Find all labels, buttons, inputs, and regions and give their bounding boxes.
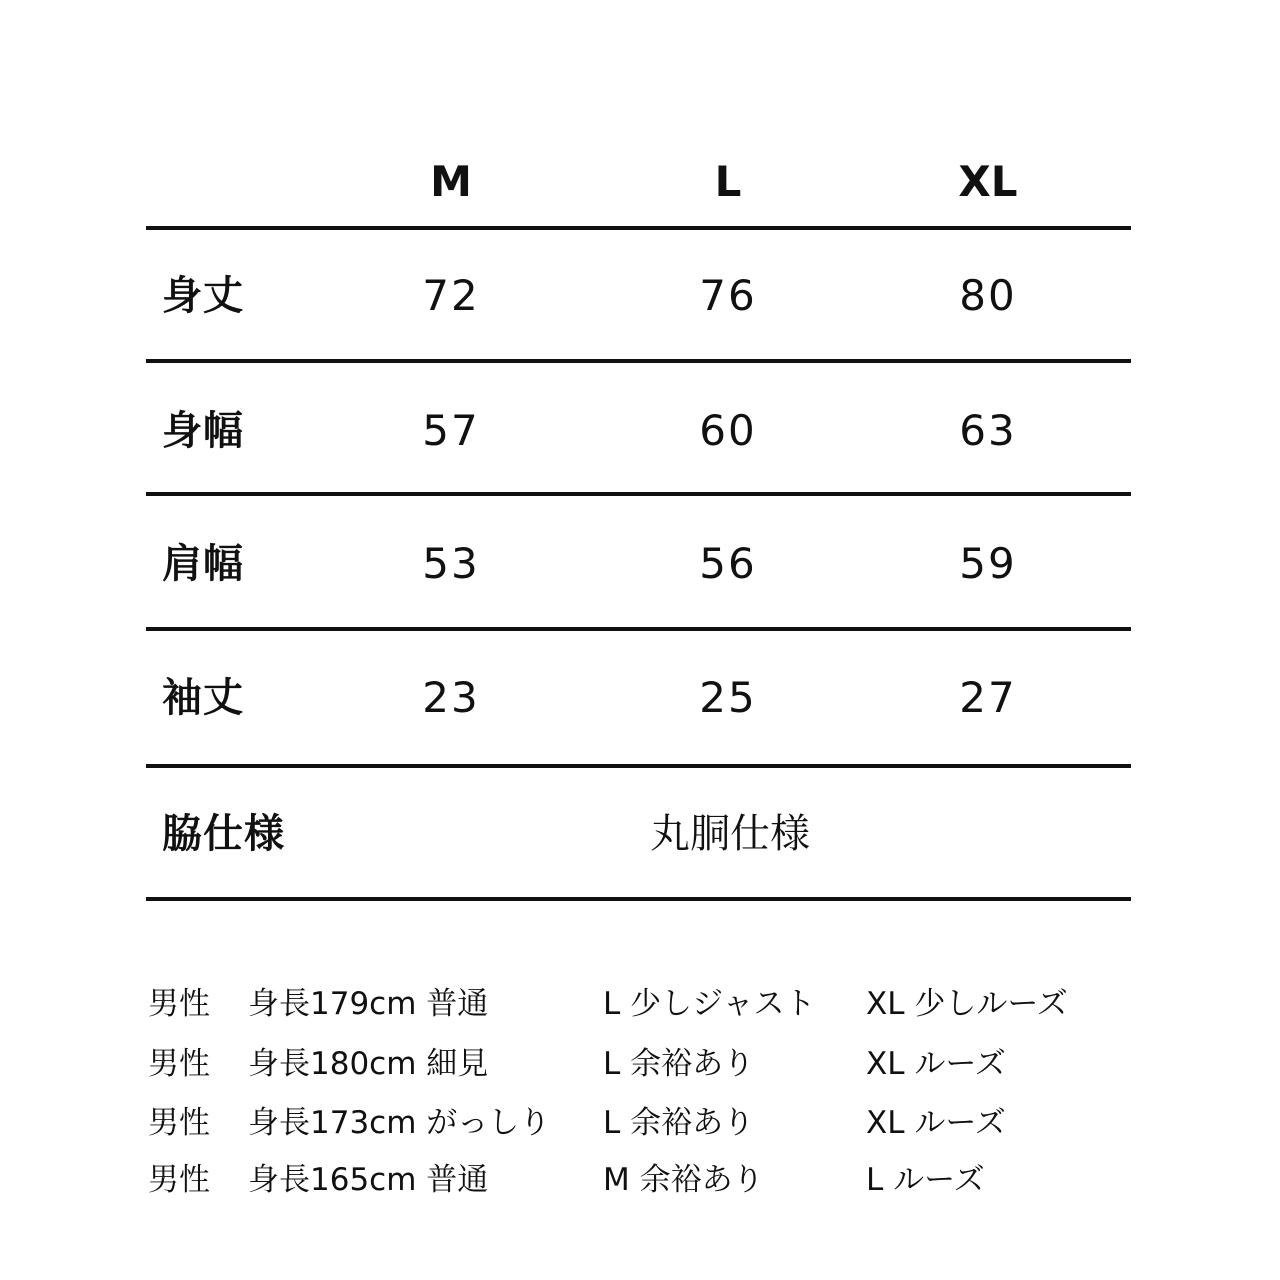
review-size-a: L 少しジャスト (603, 986, 816, 1022)
table-divider (146, 226, 1131, 230)
column-header-m: M (430, 157, 472, 206)
review-size-a: L 余裕あり (603, 1046, 755, 1082)
cell-width-l: 60 (699, 406, 757, 455)
review-gender: 男性 (148, 1162, 210, 1198)
review-body: 身長173cm がっしり (248, 1105, 551, 1141)
review-body: 身長179cm 普通 (248, 986, 489, 1022)
table-divider (146, 492, 1131, 496)
review-size-b: XL ルーズ (866, 1046, 1006, 1082)
cell-length-l: 76 (699, 271, 757, 320)
cell-width-xl: 63 (959, 406, 1017, 455)
cell-shoulder-xl: 59 (959, 539, 1017, 588)
column-header-l: L (714, 157, 742, 206)
review-body: 身長180cm 細見 (248, 1046, 489, 1082)
table-divider (146, 627, 1131, 631)
review-size-a: M 余裕あり (603, 1162, 764, 1198)
row-label-sleeve: 袖丈 (162, 675, 244, 721)
review-row (0, 982, 1280, 1026)
cell-shoulder-l: 56 (699, 539, 757, 588)
review-size-b: XL 少しルーズ (866, 986, 1068, 1022)
review-size-b: L ルーズ (866, 1162, 985, 1198)
table-divider (146, 897, 1131, 901)
row-label-length: 身丈 (162, 273, 244, 319)
review-row (0, 1101, 1280, 1145)
cell-shoulder-m: 53 (422, 539, 480, 588)
column-header-xl: XL (958, 157, 1018, 206)
cell-length-xl: 80 (959, 271, 1017, 320)
review-size-a: L 余裕あり (603, 1105, 755, 1141)
table-divider (146, 359, 1131, 363)
review-gender: 男性 (148, 1105, 210, 1141)
cell-sleeve-xl: 27 (959, 673, 1017, 722)
review-size-b: XL ルーズ (866, 1105, 1006, 1141)
review-body: 身長165cm 普通 (248, 1162, 489, 1198)
cell-side-spec: 丸胴仕様 (650, 811, 810, 857)
cell-sleeve-l: 25 (699, 673, 757, 722)
cell-length-m: 72 (422, 271, 480, 320)
row-label-width: 身幅 (162, 408, 244, 454)
review-row (0, 1042, 1280, 1086)
review-gender: 男性 (148, 1046, 210, 1082)
cell-sleeve-m: 23 (422, 673, 480, 722)
row-label-shoulder: 肩幅 (162, 541, 244, 587)
cell-width-m: 57 (422, 406, 480, 455)
table-divider (146, 764, 1131, 768)
review-row (0, 1158, 1280, 1202)
review-gender: 男性 (148, 986, 210, 1022)
row-label-side: 脇仕様 (162, 811, 285, 857)
